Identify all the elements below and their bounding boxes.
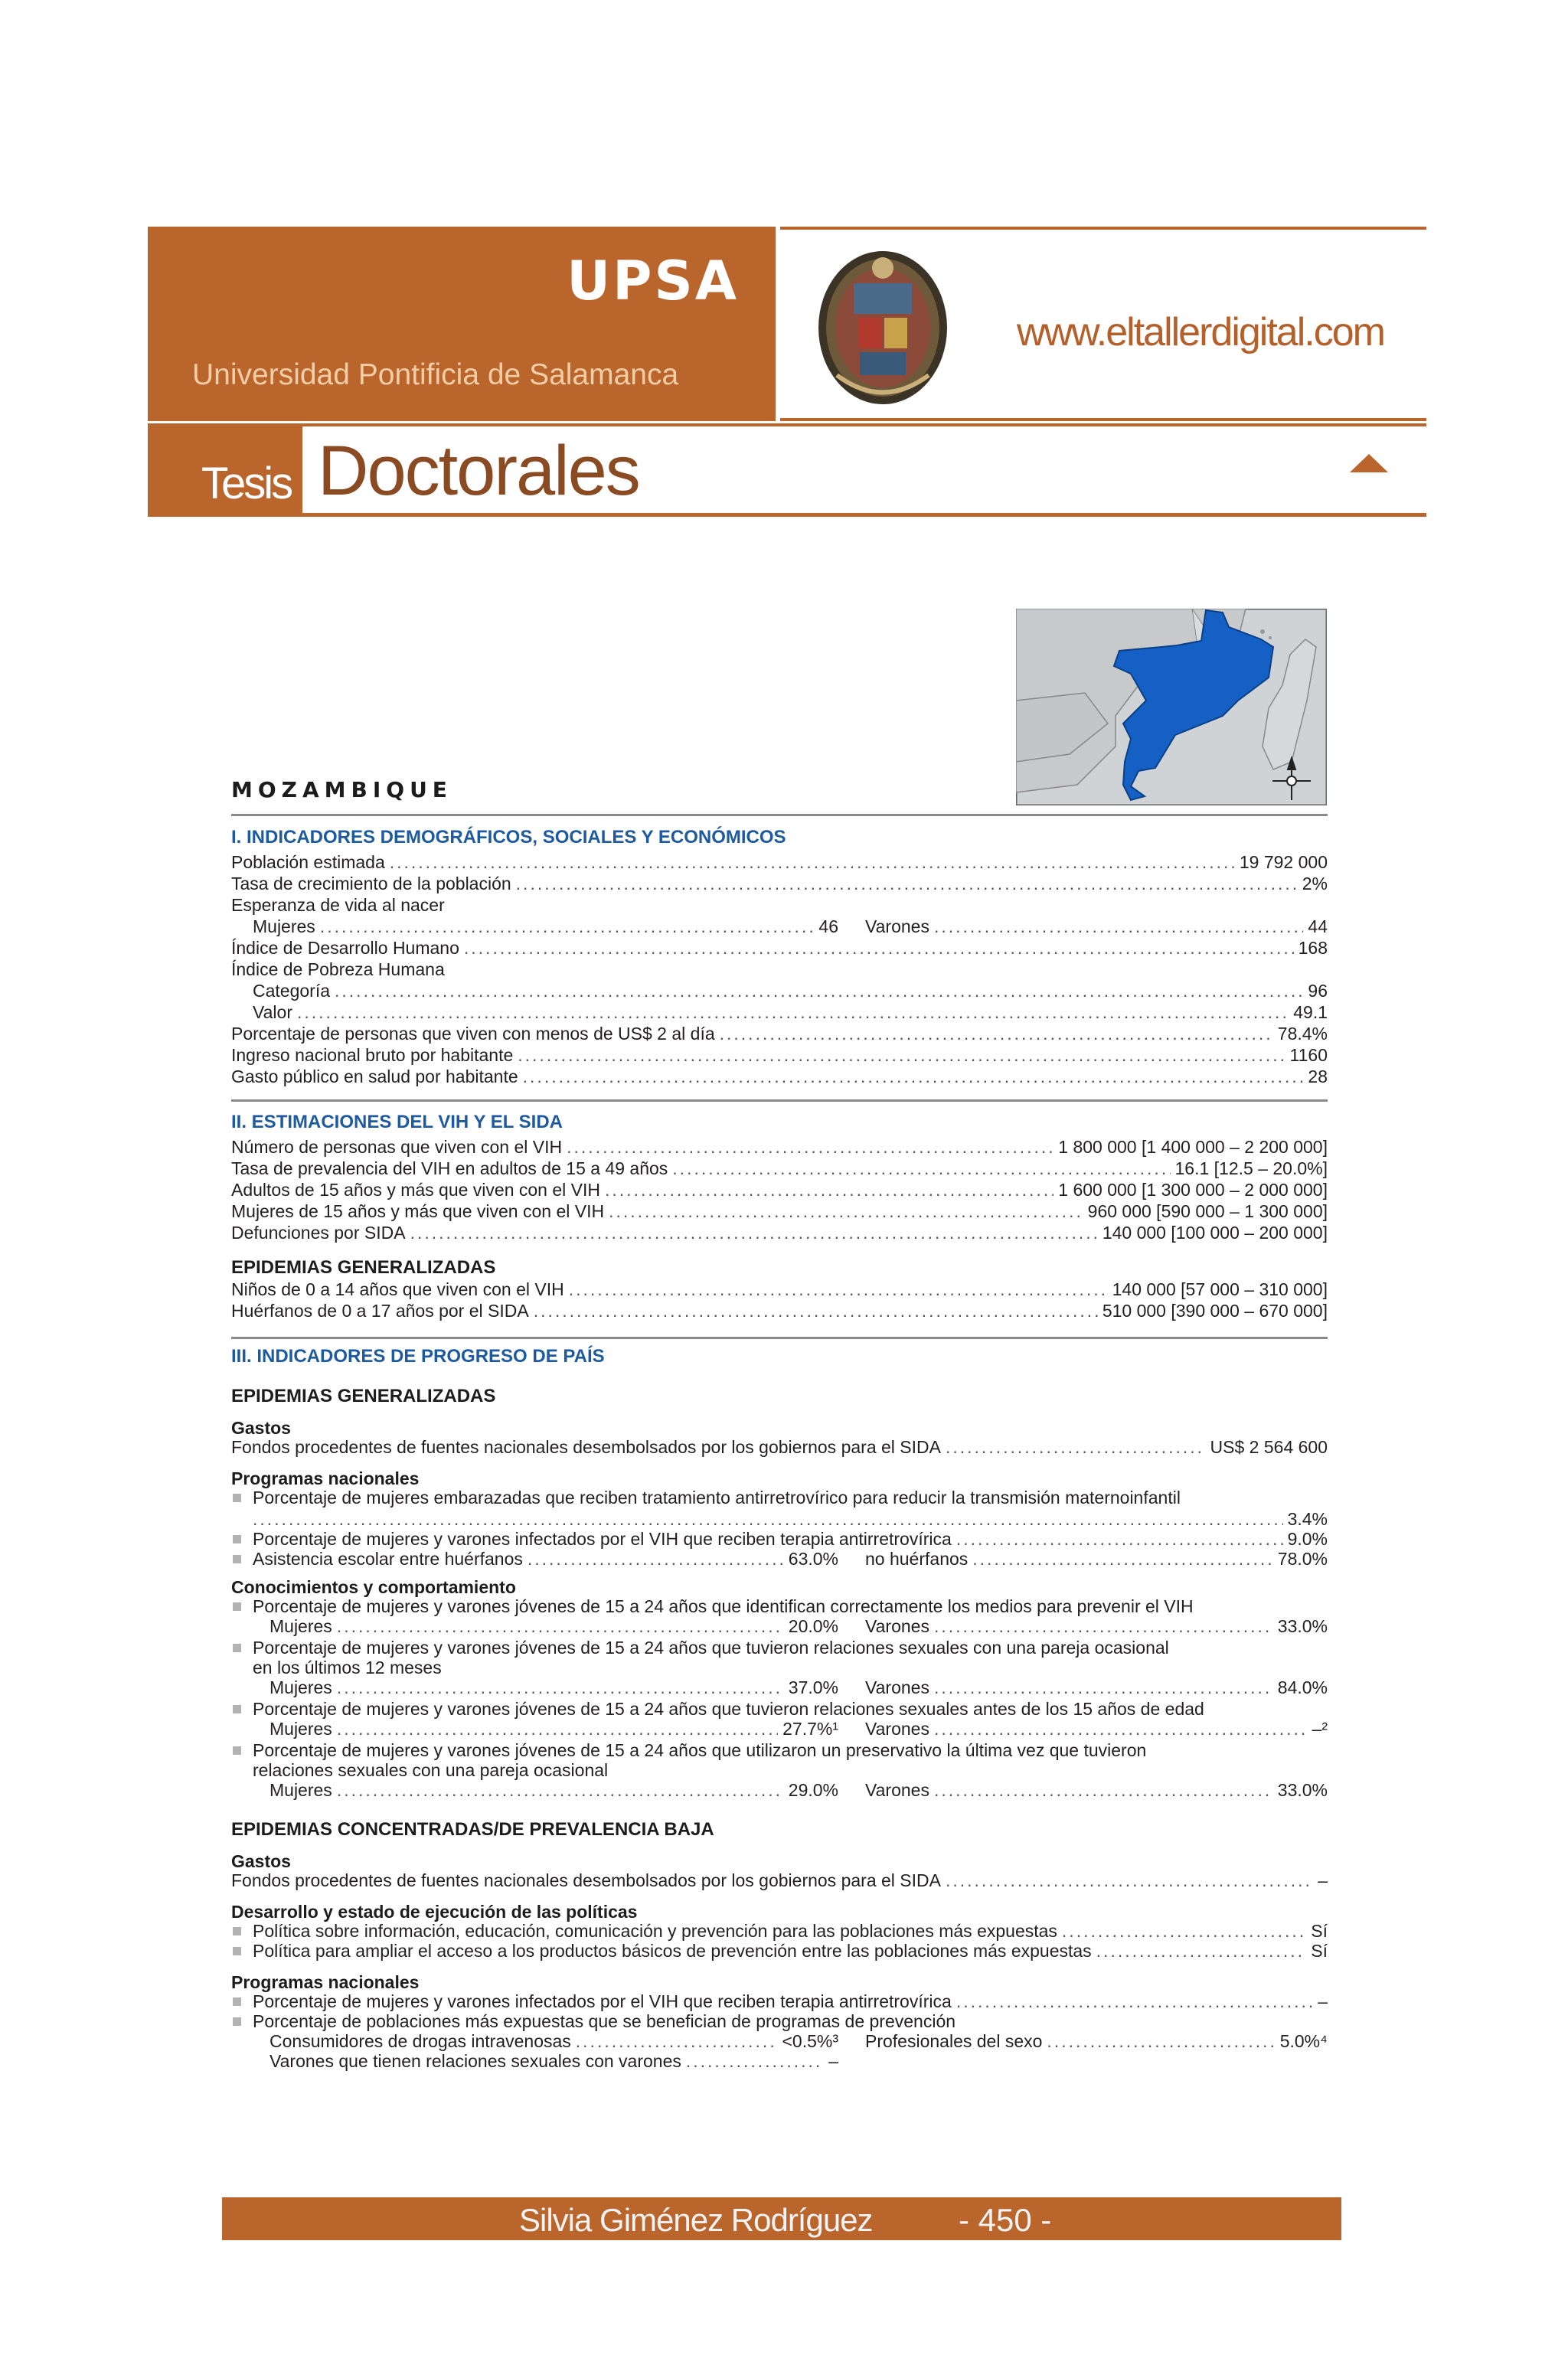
fondos2-row — [231, 1870, 1328, 1891]
ingreso-value: 1160 — [1289, 1045, 1328, 1065]
beneficio-label: Porcentaje de poblaciones más expuestas que se benefician de programas de prevención — [253, 2011, 956, 2031]
ipm-valor-row — [253, 1001, 1328, 1023]
varones-value: 84.0% — [1277, 1677, 1328, 1697]
generalizadas-heading-2: EPIDEMIAS GENERALIZADAS — [231, 1386, 496, 1406]
gasto-row — [231, 1066, 1328, 1087]
ocasional-mujeres-row — [270, 1677, 838, 1698]
hsh-value: – — [828, 2051, 838, 2071]
fondos-value: US$ 2 564 600 — [1210, 1437, 1328, 1457]
asistencia-label: Asistencia escolar entre huérfanos — [253, 1549, 523, 1569]
bullet-icon — [233, 1602, 241, 1611]
mujeres-label: Mujeres — [270, 1677, 332, 1697]
politica1-row — [253, 1920, 1328, 1942]
tesis-block — [148, 423, 302, 517]
generalizadas-heading: EPIDEMIAS GENERALIZADAS — [231, 1257, 496, 1278]
poblacion-value: 19 792 000 — [1239, 852, 1328, 872]
ninos-value: 140 000 [57 000 – 310 000] — [1112, 1279, 1328, 1299]
ipm-label: Índice de Pobreza Humana — [231, 959, 445, 979]
defunciones-label: Defunciones por SIDA — [231, 1223, 406, 1243]
mujeres-label: Mujeres — [253, 916, 315, 936]
preservativo-label-1: Porcentaje de mujeres y varones jóvenes de 15 a 24 años que utilizaron un preservativo la última vez que tuvieron — [253, 1740, 1147, 1760]
sexo-label: Profesionales del sexo — [865, 2031, 1043, 2051]
section-rule — [231, 1099, 1328, 1102]
ninos-row — [231, 1279, 1328, 1300]
categoria-label: Categoría — [253, 981, 331, 1001]
bullet-icon — [233, 1997, 241, 2006]
fondos2-value: – — [1318, 1870, 1328, 1890]
valor-label: Valor — [253, 1002, 292, 1022]
ingreso-row — [231, 1044, 1328, 1066]
personas-value: 1 800 000 [1 400 000 – 2 200 000] — [1058, 1137, 1328, 1157]
ocasional-label-2: en los últimos 12 meses — [253, 1658, 442, 1677]
gastos-heading: Gastos — [231, 1418, 291, 1438]
section-rule — [231, 1337, 1328, 1339]
embarazadas-row — [253, 1508, 1328, 1530]
header-rule-bottom — [780, 418, 1426, 421]
politica2-row — [253, 1940, 1328, 1962]
gasto-label: Gasto público en salud por habitante — [231, 1067, 518, 1086]
terapia2-label: Porcentaje de mujeres y varones infectados por el VIH que reciben terapia antirretrovírica — [253, 1991, 952, 2011]
no-huerfanos-value: 78.0% — [1277, 1549, 1328, 1569]
identifican-varones-row — [865, 1615, 1328, 1637]
embarazadas-label: Porcentaje de mujeres embarazadas que reciben tratamiento antirretrovírico para reducir la transmisión maternoinfantil — [253, 1488, 1181, 1507]
website-url[interactable]: www.eltallerdigital.com — [1017, 310, 1384, 354]
university-seal-icon — [814, 245, 952, 410]
mujeres-vih-value: 960 000 [590 000 – 1 300 000] — [1087, 1201, 1328, 1221]
preservativo-varones-row — [865, 1779, 1328, 1801]
tesis-label: Tesis — [201, 459, 292, 508]
antes15-varones-row — [865, 1718, 1328, 1739]
pobreza-label: Porcentaje de personas que viven con menos de US$ 2 al día — [231, 1024, 715, 1044]
mujeres-vih-row — [231, 1200, 1328, 1222]
varones-value: 44 — [1308, 916, 1328, 936]
university-name: Universidad Pontificia de Salamanca — [192, 358, 679, 391]
preservativo-label-2: relaciones sexuales con una pareja ocasional — [253, 1760, 609, 1780]
bullet-icon — [233, 1705, 241, 1713]
terapia2-value: – — [1318, 1991, 1328, 2011]
mujeres-value: 37.0% — [788, 1677, 838, 1697]
ipm-categoria-row — [253, 980, 1328, 1001]
no-huerfanos-row — [865, 1548, 1328, 1570]
section-rule — [231, 814, 1328, 816]
asistencia-value: 63.0% — [788, 1549, 838, 1569]
drogas-label: Consumidores de drogas intravenosas — [270, 2031, 571, 2051]
sexo-value: 5.0%⁴ — [1279, 2031, 1328, 2051]
ninos-label: Niños de 0 a 14 años que viven con el VIH — [231, 1279, 564, 1299]
fondos-row — [231, 1436, 1328, 1458]
idh-row — [231, 937, 1328, 959]
politica2-value: Sí — [1311, 1941, 1328, 1961]
ingreso-label: Ingreso nacional bruto por habitante — [231, 1045, 514, 1065]
identifican-label: Porcentaje de mujeres y varones jóvenes de 15 a 24 años que identifican correctamente los medios para prevenir el VIH — [253, 1596, 1194, 1616]
no-huerfanos-label: no huérfanos — [865, 1549, 969, 1569]
gastos-heading-2: Gastos — [231, 1851, 291, 1871]
varones-value: –² — [1312, 1719, 1328, 1739]
varones-value: 33.0% — [1277, 1616, 1328, 1636]
concentradas-heading: EPIDEMIAS CONCENTRADAS/DE PREVALENCIA BAJA — [231, 1819, 714, 1840]
drogas-row — [270, 2030, 838, 2052]
bullet-icon — [233, 1535, 241, 1543]
pobreza-row — [231, 1023, 1328, 1044]
page-footer — [222, 2197, 1341, 2240]
bullet-icon — [233, 1644, 241, 1652]
identifican-mujeres-row — [270, 1615, 838, 1637]
personas-vih-row — [231, 1136, 1328, 1158]
mozambique-map — [1016, 609, 1327, 805]
programas-heading: Programas nacionales — [231, 1468, 420, 1488]
drogas-value: <0.5%³ — [782, 2031, 838, 2051]
header-title-bar — [148, 423, 1426, 517]
esperanza-label: Esperanza de vida al nacer — [231, 895, 445, 915]
bullet-icon — [233, 1947, 241, 1955]
categoria-value: 96 — [1308, 981, 1328, 1001]
pobreza-value: 78.4% — [1277, 1024, 1328, 1044]
country-title: MOZAMBIQUE — [231, 777, 452, 802]
terapia2-row — [253, 1991, 1328, 2012]
esperanza-mujeres-row — [253, 916, 838, 937]
crecimiento-label: Tasa de crecimiento de la población — [231, 874, 511, 893]
poblacion-row — [231, 851, 1328, 873]
antes15-label: Porcentaje de mujeres y varones jóvenes de 15 a 24 años que tuvieron relaciones sexuales antes de los 15 años de edad — [253, 1699, 1204, 1719]
ocasional-varones-row — [865, 1677, 1328, 1698]
varones-label: Varones — [865, 1780, 929, 1800]
ocasional-label-1: Porcentaje de mujeres y varones jóvenes de 15 a 24 años que tuvieron relaciones sexuales con una pareja ocasional — [253, 1638, 1169, 1658]
title-rule-top — [302, 423, 1426, 426]
scroll-up-icon[interactable] — [1350, 454, 1388, 472]
bullet-icon — [233, 1494, 241, 1502]
desarrollo-heading: Desarrollo y estado de ejecución de las políticas — [231, 1902, 638, 1922]
politica1-value: Sí — [1311, 1921, 1328, 1941]
huerfanos-label: Huérfanos de 0 a 17 años por el SIDA — [231, 1301, 529, 1321]
prevalencia-row — [231, 1158, 1328, 1179]
terapia-label: Porcentaje de mujeres y varones infectados por el VIH que reciben terapia antirretrovírica — [253, 1529, 952, 1549]
esperanza-varones-row — [865, 916, 1328, 937]
section-2-title: II. ESTIMACIONES DEL VIH Y EL SIDA — [231, 1112, 563, 1132]
hsh-row — [270, 2050, 838, 2072]
mujeres-value: 46 — [818, 916, 838, 936]
mujeres-vih-label: Mujeres de 15 años y más que viven con el VIH — [231, 1201, 605, 1221]
programas-heading-2: Programas nacionales — [231, 1972, 420, 1992]
antes15-mujeres-row — [270, 1718, 838, 1739]
varones-label: Varones — [865, 1719, 929, 1739]
defunciones-value: 140 000 [100 000 – 200 000] — [1102, 1223, 1328, 1243]
section-3-title: III. INDICADORES DE PROGRESO DE PAÍS — [231, 1346, 605, 1367]
adultos-row — [231, 1179, 1328, 1200]
fondos2-label: Fondos procedentes de fuentes nacionales desembolsados por los gobiernos para el SIDA — [231, 1870, 941, 1890]
idh-value: 168 — [1298, 938, 1328, 958]
mujeres-value: 27.7%¹ — [782, 1719, 838, 1739]
fondos-label: Fondos procedentes de fuentes nacionales desembolsados por los gobiernos para el SIDA — [231, 1437, 941, 1457]
mujeres-value: 20.0% — [788, 1616, 838, 1636]
huerfanos-value: 510 000 [390 000 – 670 000] — [1102, 1301, 1328, 1321]
mujeres-label: Mujeres — [270, 1719, 332, 1739]
asistencia-row — [253, 1548, 838, 1570]
gasto-value: 28 — [1308, 1067, 1328, 1086]
adultos-label: Adultos de 15 años y más que viven con el VIH — [231, 1180, 601, 1200]
bullet-icon — [233, 1927, 241, 1935]
varones-label: Varones — [865, 1616, 929, 1636]
defunciones-row — [231, 1222, 1328, 1243]
crecimiento-value: 2% — [1302, 874, 1328, 893]
mujeres-label: Mujeres — [270, 1780, 332, 1800]
huerfanos-row — [231, 1300, 1328, 1321]
embarazadas-value: 3.4% — [1287, 1509, 1328, 1529]
mujeres-label: Mujeres — [270, 1616, 332, 1636]
mujeres-value: 29.0% — [788, 1780, 838, 1800]
varones-label: Varones — [865, 916, 929, 936]
upsa-logo-text: UPSA — [567, 250, 739, 312]
politica2-label: Política para ampliar el acceso a los productos básicos de prevención entre las poblaciones más expuestas — [253, 1941, 1092, 1961]
prevalencia-label: Tasa de prevalencia del VIH en adultos de 15 a 49 años — [231, 1158, 668, 1178]
footer-author: Silvia Giménez Rodríguez — [519, 2202, 873, 2238]
conocimientos-heading: Conocimientos y comportamiento — [231, 1577, 516, 1597]
bullet-icon — [233, 1746, 241, 1755]
varones-value: 33.0% — [1277, 1780, 1328, 1800]
title-rule-bottom — [148, 513, 1426, 517]
poblacion-label: Población estimada — [231, 852, 385, 872]
section-1-title: I. INDICADORES DEMOGRÁFICOS, SOCIALES Y ECONÓMICOS — [231, 827, 786, 848]
terapia-value: 9.0% — [1287, 1529, 1328, 1549]
prevalencia-value: 16.1 [12.5 – 20.0%] — [1174, 1158, 1328, 1178]
sexo-row — [865, 2030, 1328, 2052]
bullet-icon — [233, 2017, 241, 2026]
terapia-row — [253, 1528, 1328, 1550]
varones-label: Varones — [865, 1677, 929, 1697]
header-rule-top — [780, 227, 1426, 230]
doctorales-title: Doctorales — [318, 432, 639, 510]
header-brand-block — [148, 227, 776, 421]
bullet-icon — [233, 1555, 241, 1563]
crecimiento-row — [231, 873, 1328, 894]
valor-value: 49.1 — [1293, 1002, 1328, 1022]
personas-label: Número de personas que viven con el VIH — [231, 1137, 563, 1157]
idh-label: Índice de Desarrollo Humano — [231, 938, 459, 958]
footer-page-number: - 450 - — [959, 2202, 1052, 2238]
politica1-label: Política sobre información, educación, comunicación y prevención para las poblaciones más expuestas — [253, 1921, 1057, 1941]
adultos-value: 1 600 000 [1 300 000 – 2 000 000] — [1058, 1180, 1328, 1200]
hsh-label: Varones que tienen relaciones sexuales con varones — [270, 2051, 681, 2071]
preservativo-mujeres-row — [270, 1779, 838, 1801]
